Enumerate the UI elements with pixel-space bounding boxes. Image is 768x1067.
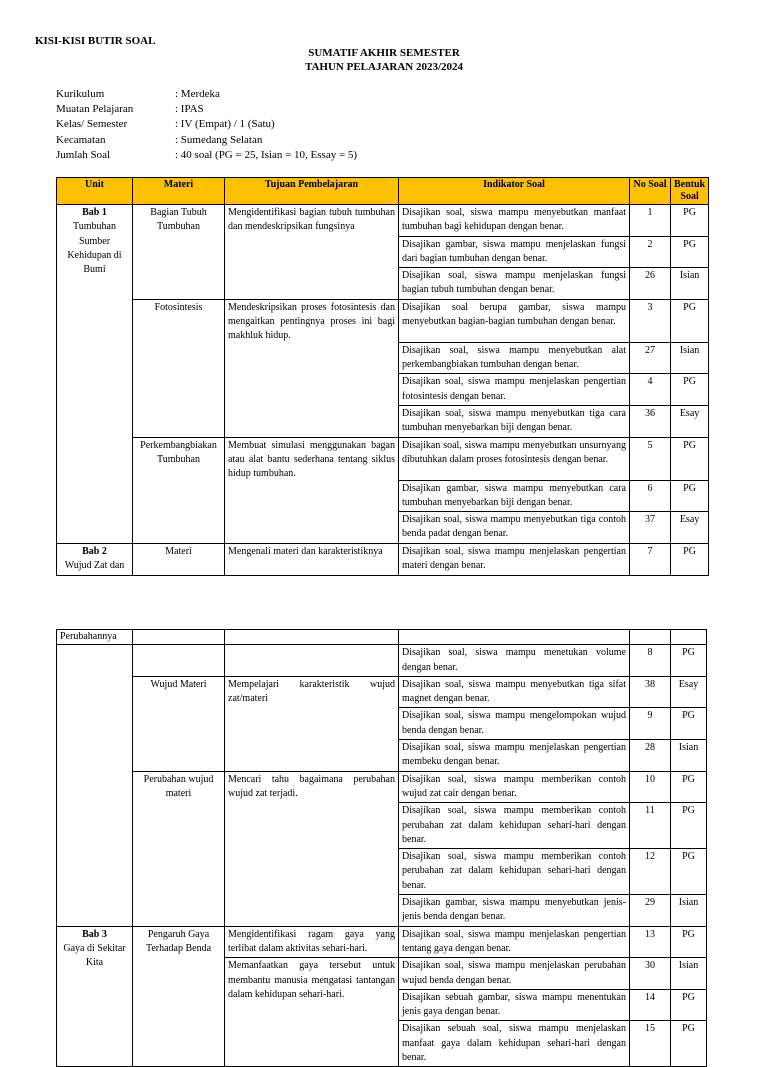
bentuk-soal-cell: [671, 630, 707, 645]
meta-value: : IV (Empat) / 1 (Satu): [175, 118, 275, 131]
indikator-cell: Disajikan soal, siswa mampu mengelompokan wujud benda dengan benar.: [399, 708, 630, 740]
meta-key: Jumlah Soal: [56, 148, 111, 161]
meta-value: : Merdeka: [175, 88, 220, 100]
tujuan-cell: Mempelajari karakteristik wujud zat/materi: [225, 676, 399, 771]
no-soal-cell: 8: [630, 645, 671, 677]
indikator-cell: Disajikan soal, siswa mampu menjelaskan pengertian fotosintesis dengan benar.: [399, 374, 630, 406]
unit-cell: [57, 543, 133, 575]
indikator-cell: Disajikan soal, siswa mampu menjelaskan pengertian tentang gaya dengan benar.: [399, 926, 630, 958]
unit-cell: [57, 205, 133, 544]
meta-row: [56, 87, 357, 102]
table-row: [57, 543, 709, 575]
materi-cell: Pengaruh Gaya Terhadap Benda: [133, 926, 225, 1067]
meta-row: [56, 102, 357, 117]
tujuan-cell: Mencari tahu bagaimana perubahan wujud zat terjadi.: [225, 771, 399, 926]
indikator-cell: Disajikan soal, siswa mampu memberikan contoh wujud zat cair dengan benar.: [399, 771, 630, 803]
no-soal-cell: 26: [630, 268, 671, 300]
no-soal-cell: 15: [630, 1021, 671, 1067]
bentuk-soal-cell: PG: [671, 480, 709, 512]
unit-cell-continued: Perubahannya: [57, 630, 133, 645]
indikator-cell: Disajikan soal, siswa mampu menjelaskan pengertian materi dengan benar.: [399, 543, 630, 575]
indikator-cell: Disajikan gambar, siswa mampu menyebutkan jenis-jenis benda dengan benar.: [399, 895, 630, 927]
header-no-soal: No Soal: [630, 178, 671, 205]
no-soal-cell: 11: [630, 803, 671, 849]
materi-cell: Materi: [133, 543, 225, 575]
indikator-cell: Disajikan soal, siswa mampu memberikan contoh perubahan zat dalam kehidupan sehari-hari dengan benar.: [399, 849, 630, 895]
table-row: [57, 771, 707, 803]
no-soal-cell: 10: [630, 771, 671, 803]
table-row: [57, 645, 707, 677]
unit-cell: [57, 645, 133, 926]
indikator-cell: Disajikan soal, siswa mampu menjelaskan fungsi bagian tubuh tumbuhan dengan benar.: [399, 268, 630, 300]
meta-row: [56, 148, 357, 163]
indikator-cell: Disajikan soal, siswa mampu menjelaskan perubahan wujud benda dengan benar.: [399, 958, 630, 990]
table-row: [57, 299, 709, 342]
meta-key: Muatan Pelajaran: [56, 103, 134, 116]
no-soal-cell: 6: [630, 480, 671, 512]
table-row: [57, 205, 709, 237]
no-soal-cell: 27: [630, 342, 671, 374]
bentuk-soal-cell: PG: [671, 771, 707, 803]
no-soal-cell: 30: [630, 958, 671, 990]
tujuan-cell: [225, 645, 399, 677]
indikator-cell: Disajikan soal, siswa mampu menyebutkan tiga sifat magnet dengan benar.: [399, 676, 630, 708]
materi-cell: [133, 630, 225, 645]
bentuk-soal-cell: Isian: [671, 342, 709, 374]
bentuk-soal-cell: Esay: [671, 405, 709, 437]
bentuk-soal-cell: PG: [671, 645, 707, 677]
bentuk-soal-cell: PG: [671, 205, 709, 237]
bentuk-soal-cell: PG: [671, 236, 709, 268]
heading-line-1: SUMATIF AKHIR SEMESTER: [308, 47, 460, 59]
indikator-cell: Disajikan soal, siswa mampu menyebutkan unsurnyang dibutuhkan dalam proses fotosintesis dengan benar.: [399, 437, 630, 480]
heading-line-2: TAHUN PELAJARAN 2023/2024: [304, 61, 464, 73]
table-row: [57, 926, 707, 958]
bentuk-soal-cell: PG: [671, 803, 707, 849]
meta-row: [56, 117, 357, 132]
meta-key: Kelas/ Semester: [56, 118, 128, 131]
indikator-cell: Disajikan gambar, siswa mampu menyebutkan cara tumbuhan menyebarkan biji dengan benar.: [399, 480, 630, 512]
bentuk-soal-cell: PG: [671, 926, 707, 958]
meta-value: : 40 soal (PG = 25, Isian = 10, Essay = 5): [175, 148, 358, 161]
indikator-cell: Disajikan soal, siswa mampu menetukan volume dengan benar.: [399, 645, 630, 677]
no-soal-cell: 28: [630, 740, 671, 772]
indikator-cell: Disajikan soal, siswa mampu menyebutkan manfaat tumbuhan bagi kehidupan dengan benar.: [399, 205, 630, 237]
indikator-cell: [399, 630, 630, 645]
materi-cell: [133, 645, 225, 677]
header-materi: Materi: [133, 178, 225, 205]
header-unit: Unit: [57, 178, 133, 205]
tujuan-cell: Mengenali materi dan karakteristiknya: [225, 543, 399, 575]
indikator-cell: Disajikan soal, siswa mampu memberikan contoh perubahan zat dalam kehidupan sehari-hari dengan benar.: [399, 803, 630, 849]
bentuk-soal-cell: PG: [671, 989, 707, 1021]
bentuk-soal-cell: Isian: [671, 740, 707, 772]
meta-key: Kecamatan: [56, 133, 106, 146]
unit-cell: [57, 926, 133, 1067]
no-soal-cell: 38: [630, 676, 671, 708]
bentuk-soal-cell: Isian: [671, 958, 707, 990]
unit-name: Wujud Zat dan: [64, 560, 125, 572]
tujuan-cell: Memanfaatkan gaya tersebut untuk membantu manusia mengatasi tantangan dalam kehidupan sehari-hari.: [225, 958, 399, 1067]
no-soal-cell: 29: [630, 895, 671, 927]
meta-key: Kurikulum: [56, 88, 105, 100]
bentuk-soal-cell: Isian: [671, 268, 709, 300]
bentuk-soal-cell: Esay: [671, 512, 709, 544]
no-soal-cell: 37: [630, 512, 671, 544]
kisi-kisi-table-part-1: [56, 177, 709, 576]
no-soal-cell: 3: [630, 299, 671, 342]
document-title: KISI-KISI BUTIR SOAL: [35, 35, 156, 47]
bentuk-soal-cell: PG: [671, 374, 709, 406]
indikator-cell: Disajikan soal, siswa mampu menyebutkan tiga contoh benda padat dengan benar.: [399, 512, 630, 544]
indikator-cell: Disajikan soal, siswa mampu menjelaskan pengertian membeku dengan benar.: [399, 740, 630, 772]
table-row: [57, 437, 709, 480]
no-soal-cell: 4: [630, 374, 671, 406]
no-soal-cell: 9: [630, 708, 671, 740]
indikator-cell: Disajikan sebuah gambar, siswa mampu menentukan jenis gaya dengan benar.: [399, 989, 630, 1021]
header-bentuk-soal: Bentuk Soal: [671, 178, 709, 205]
bentuk-soal-cell: Esay: [671, 676, 707, 708]
indikator-cell: Disajikan soal, siswa mampu menyebutkan tiga cara tumbuhan menyebarkan biji dengan benar.: [399, 405, 630, 437]
meta-value: : IPAS: [175, 103, 204, 116]
materi-cell: Wujud Materi: [133, 676, 225, 771]
tujuan-cell: Mengidentifikasi ragam gaya yang terlibat dalam aktivitas sehari-hari.: [225, 926, 399, 958]
unit-name: Tumbuhan Sumber Kehidupan di Bumi: [67, 221, 122, 276]
unit-bab: Bab 3: [82, 928, 107, 940]
tujuan-cell: [225, 630, 399, 645]
bentuk-soal-cell: PG: [671, 849, 707, 895]
table-row: [57, 630, 707, 645]
tujuan-cell: Mendeskripsikan proses fotosintesis dan mengaitkan pentingnya proses ini bagi makhluk hidup.: [225, 299, 399, 437]
bentuk-soal-cell: PG: [671, 299, 709, 342]
no-soal-cell: 5: [630, 437, 671, 480]
no-soal-cell: 14: [630, 989, 671, 1021]
indikator-cell: Disajikan gambar, siswa mampu menjelaskan fungsi dari bagian tumbuhan dengan benar.: [399, 236, 630, 268]
unit-bab: Bab 1: [82, 207, 107, 218]
indikator-cell: Disajikan soal, siswa mampu menyebutkan alat perkembangbiakan tumbuhan dengan benar.: [399, 342, 630, 374]
bentuk-soal-cell: PG: [671, 1021, 707, 1067]
indikator-cell: Disajikan sebuah soal, siswa mampu menjelaskan manfaat gaya dalam kehidupan sehari-hari dengan benar.: [399, 1021, 630, 1067]
table-header-row: [57, 178, 709, 205]
indikator-cell: Disajikan soal berupa gambar, siswa mampu menyebutkan bagian-bagian tumbuhan dengan benar.: [399, 299, 630, 342]
no-soal-cell: 2: [630, 236, 671, 268]
unit-name: Gaya di Sekitar Kita: [63, 942, 126, 969]
bentuk-soal-cell: Isian: [671, 895, 707, 927]
table-row: [57, 676, 707, 708]
document-meta: [56, 87, 357, 163]
kisi-kisi-table-part-2: [56, 629, 707, 1067]
materi-cell: Perkembangbiakan Tumbuhan: [133, 437, 225, 543]
materi-cell: Fotosintesis: [133, 299, 225, 437]
meta-row: [56, 133, 357, 148]
tujuan-cell: Mengidentifikasi bagian tubuh tumbuhan dan mendeskripsikan fungsinya: [225, 205, 399, 300]
materi-cell: Bagian Tubuh Tumbuhan: [133, 205, 225, 300]
header-indikator: Indikator Soal: [399, 178, 630, 205]
header-tujuan: Tujuan Pembelajaran: [225, 178, 399, 205]
meta-value: : Sumedang Selatan: [175, 133, 263, 146]
bentuk-soal-cell: PG: [671, 708, 707, 740]
no-soal-cell: 36: [630, 405, 671, 437]
unit-bab: Bab 2: [82, 545, 107, 557]
no-soal-cell: 1: [630, 205, 671, 237]
tujuan-cell: Membuat simulasi menggunakan bagan atau alat bantu sederhana tentang siklus hidup tumbuhan.: [225, 437, 399, 543]
no-soal-cell: 13: [630, 926, 671, 958]
no-soal-cell: [630, 630, 671, 645]
materi-cell: Perubahan wujud materi: [133, 771, 225, 926]
no-soal-cell: 7: [630, 543, 671, 575]
no-soal-cell: 12: [630, 849, 671, 895]
bentuk-soal-cell: PG: [671, 543, 709, 575]
bentuk-soal-cell: PG: [671, 437, 709, 480]
